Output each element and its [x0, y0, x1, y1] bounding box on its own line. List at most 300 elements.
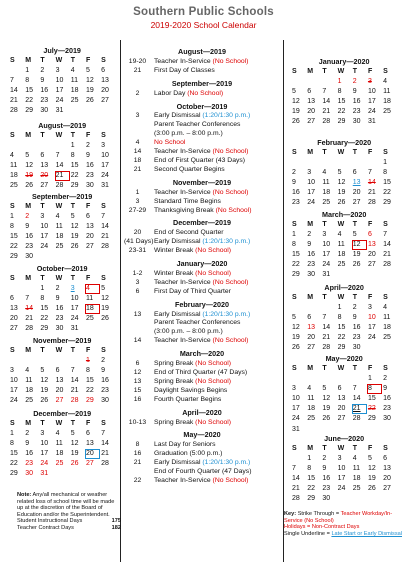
day-cell: 29: [25, 107, 33, 115]
event-tag: (No School): [193, 360, 232, 368]
day-cell: 5: [337, 169, 342, 177]
event-tag: No School: [154, 139, 186, 147]
day-cell: 10: [55, 77, 64, 85]
event-text: Early Dismissal: [154, 310, 201, 318]
day-cell: [321, 158, 336, 168]
day-cell: 1: [367, 375, 372, 383]
weekday-header: S: [292, 294, 297, 301]
day-cell: 20: [307, 334, 315, 342]
day-cell: 15: [292, 251, 300, 259]
weekday-header: F: [85, 203, 91, 210]
weekday-header: S: [383, 365, 388, 372]
day-cell: 11: [55, 440, 63, 448]
day-cell: 3: [40, 213, 45, 221]
month-right-0: [291, 57, 397, 128]
legend-key: [284, 511, 402, 538]
day-cell: 11: [55, 223, 63, 231]
weekday-header: W: [337, 445, 345, 452]
weekday-header: T: [352, 445, 358, 452]
event-date: 8: [135, 441, 140, 449]
month-grid: [291, 220, 397, 281]
event-text: (3:00 p.m. – 8:00 p.m.): [154, 328, 223, 336]
weekday-header: S: [292, 221, 297, 228]
event-row: [124, 477, 280, 486]
event-tag: (1:20/1:30 p.m.): [200, 459, 251, 467]
day-cell: [352, 374, 367, 384]
day-cell: 26: [337, 199, 346, 207]
day-cell: 23: [25, 460, 33, 468]
day-cell: 29: [337, 118, 346, 126]
day-cell: 29: [85, 397, 94, 405]
day-cell: 12: [70, 440, 79, 448]
weekday-header: S: [10, 420, 15, 427]
day-cell: 11: [383, 88, 391, 96]
weekday-header: S: [383, 221, 388, 228]
day-cell: 5: [70, 213, 75, 221]
month-title: August—2019: [38, 121, 87, 130]
day-cell: [39, 252, 54, 262]
weekday-header: M: [307, 294, 314, 301]
day-cell: 14: [352, 395, 361, 403]
day-cell: 18: [25, 387, 33, 395]
day-cell: 28: [292, 495, 300, 503]
day-cell: 10: [70, 295, 79, 303]
event-text: Early Dismissal: [154, 459, 201, 467]
day-cell: 31: [70, 325, 79, 333]
day-cell: 9: [352, 88, 357, 96]
day-cell: 28: [25, 325, 33, 333]
event-text: End of Second Quarter: [154, 229, 224, 237]
day-cell: 25: [10, 182, 18, 190]
day-cell: 5: [292, 314, 296, 322]
event-text: First Day of Third Quarter: [154, 287, 231, 295]
event-text: Spring Break: [154, 360, 194, 368]
day-cell: 23: [322, 485, 331, 493]
day-cell: 1: [40, 285, 45, 293]
event-row: [124, 360, 280, 369]
month-right-4: [291, 354, 397, 435]
day-cell: 8: [10, 440, 14, 448]
day-cell: 10: [292, 395, 300, 403]
weekday-header: W: [55, 275, 63, 282]
day-cell: 15: [25, 87, 33, 95]
key-underline-value: Late Start or Early Dismissal: [331, 531, 403, 538]
day-cell: 9: [383, 385, 388, 393]
day-cell: 1: [70, 142, 75, 150]
day-cell: 31: [101, 182, 109, 190]
month-grid: [291, 293, 397, 354]
day-cell: 10: [337, 465, 346, 473]
day-cell: 11: [352, 465, 361, 473]
event-text: Teacher In-Service: [154, 188, 211, 196]
event-text: Graduation (5:00 p.m.): [154, 450, 223, 458]
day-cell: 21: [292, 485, 300, 493]
day-cell: [55, 469, 70, 479]
weekday-header: W: [337, 294, 345, 301]
day-cell: [24, 356, 39, 366]
weekday-header: F: [85, 275, 91, 282]
day-cell: 4: [383, 304, 388, 312]
weekday-header: M: [307, 68, 314, 75]
day-cell: 7: [322, 88, 327, 96]
event-row: [124, 288, 280, 297]
day-cell: 11: [70, 77, 79, 85]
month-title: December—2019: [33, 409, 92, 418]
day-cell: 20: [367, 251, 376, 259]
day-cell: 25: [383, 334, 391, 342]
day-cell: 11: [322, 179, 330, 187]
day-cell: 15: [337, 324, 346, 332]
day-cell: 7: [101, 430, 106, 438]
day-cell: 14: [10, 87, 18, 95]
weekday-header: T: [322, 445, 327, 452]
day-cell: 19: [70, 233, 79, 241]
key-strike-value: Teacher Workday/In-Service (No School): [284, 511, 393, 524]
event-text: Teacher In-Service: [154, 337, 211, 345]
event-date: 13: [133, 377, 142, 385]
event-row: [124, 270, 280, 279]
day-cell: 10: [367, 88, 376, 96]
day-cell: 4: [337, 231, 342, 239]
day-cell: 12: [40, 377, 49, 385]
day-cell: 15: [40, 305, 49, 313]
day-cell: 27: [307, 118, 315, 126]
day-cell: 6: [85, 430, 90, 438]
day-cell: 4: [322, 169, 327, 177]
event-tag: (No School): [193, 377, 232, 385]
month-title: July—2019: [43, 46, 81, 55]
day-cell: 17: [10, 387, 18, 395]
day-cell: 6: [40, 152, 45, 160]
month-title: November—2019: [32, 336, 92, 345]
event-row: [124, 207, 280, 216]
day-cell: 5: [101, 285, 106, 293]
day-cell: 21: [70, 387, 79, 395]
weekday-header: T: [352, 221, 358, 228]
day-cell: 18: [85, 304, 100, 314]
month-grid: [9, 131, 115, 192]
weekday-header: S: [383, 149, 388, 156]
day-cell: [100, 469, 115, 479]
day-cell: 22: [337, 334, 346, 342]
day-cell: 7: [367, 169, 372, 177]
day-cell: 24: [322, 261, 331, 269]
day-cell: 27: [307, 344, 315, 352]
event-date: 12: [133, 369, 142, 376]
day-cell: 20: [337, 405, 346, 413]
day-cell: 16: [352, 324, 361, 332]
weekday-header: T: [40, 347, 45, 354]
month-left-0: [9, 46, 115, 117]
month-left-4: [9, 336, 115, 407]
weekday-header: S: [10, 132, 15, 139]
day-cell: 7: [70, 367, 75, 375]
day-cell: 25: [307, 415, 315, 423]
day-cell: [382, 117, 397, 127]
weekday-header: W: [55, 203, 63, 210]
event-date: 10-13: [128, 418, 147, 426]
day-cell: 12: [292, 98, 300, 106]
month-left-2: [9, 192, 115, 263]
key-holidays: Holidays = Non-Contract Days: [284, 524, 360, 531]
day-cell: 24: [307, 199, 315, 207]
day-cell: [24, 141, 39, 151]
event-row: [124, 198, 280, 207]
day-cell: 20: [383, 475, 391, 483]
event-date: 6: [135, 360, 140, 368]
event-text: Parent Teacher Conferences: [154, 319, 241, 327]
day-cell: 7: [383, 231, 388, 239]
month-title: June—2020: [324, 434, 365, 443]
day-cell: 16: [322, 475, 331, 483]
event-text: Early Dismissal: [154, 238, 201, 246]
day-cell: 4: [70, 67, 75, 75]
day-cell: 21: [10, 97, 18, 105]
day-cell: 13: [307, 98, 315, 106]
event-month-heading: February—2020: [175, 299, 229, 309]
day-cell: 2: [101, 357, 106, 365]
day-cell: [70, 469, 85, 479]
day-cell: 12: [352, 240, 367, 250]
month-title: September—2019: [31, 192, 93, 201]
day-cell: 24: [101, 172, 109, 180]
day-cell: 4: [25, 367, 30, 375]
weekday-header: M: [25, 203, 32, 210]
event-row: [124, 459, 280, 468]
day-cell: 4: [352, 455, 357, 463]
weekday-header: S: [101, 132, 106, 139]
day-cell: 25: [352, 485, 361, 493]
day-cell: 1: [292, 231, 296, 239]
instructional-days-value: 175: [111, 518, 121, 525]
weekday-header: T: [352, 365, 358, 372]
weekday-header: W: [55, 57, 63, 64]
key-label: Key:: [284, 511, 297, 517]
day-cell: [85, 324, 100, 334]
day-cell: 4: [85, 284, 100, 294]
day-cell: [382, 494, 397, 504]
day-cell: 14: [25, 305, 33, 313]
day-cell: 13: [40, 162, 49, 170]
day-cell: 24: [40, 243, 49, 251]
day-cell: 29: [70, 182, 79, 190]
day-cell: 9: [55, 295, 60, 303]
month-right-2: [291, 210, 397, 281]
event-row: [124, 67, 280, 76]
day-cell: [306, 374, 321, 384]
day-cell: 9: [292, 179, 296, 187]
event-date: 22: [133, 476, 142, 484]
day-cell: 2: [25, 213, 30, 221]
weekday-header: M: [25, 347, 32, 354]
weekday-header: F: [85, 57, 91, 64]
day-cell: [39, 356, 54, 366]
day-cell: 21: [25, 315, 33, 323]
month-right-5: [291, 434, 397, 505]
event-date: 16: [133, 450, 142, 458]
weekday-header: T: [70, 203, 76, 210]
weekday-header: M: [25, 57, 32, 64]
day-cell: [85, 469, 100, 479]
event-text: Parent Teacher Conferences: [154, 121, 241, 129]
day-cell: 8: [337, 88, 342, 96]
day-cell: [337, 158, 352, 168]
event-date: 14: [133, 337, 142, 345]
event-row: [124, 328, 280, 337]
day-cell: 15: [10, 450, 18, 458]
day-cell: 14: [55, 162, 64, 170]
weekday-header: W: [337, 68, 345, 75]
weekday-header: T: [40, 132, 45, 139]
day-cell: 9: [352, 314, 357, 322]
day-cell: 26: [70, 460, 79, 468]
day-cell: 12: [25, 162, 33, 170]
day-cell: 11: [85, 295, 94, 303]
day-cell: 6: [307, 314, 312, 322]
event-row: [124, 319, 280, 328]
day-cell: 18: [10, 172, 18, 180]
event-text: First Day of Classes: [154, 66, 215, 74]
day-cell: 25: [55, 243, 64, 251]
day-cell: 15: [307, 475, 315, 483]
day-cell: [337, 270, 352, 280]
event-tag: (No School): [210, 337, 249, 345]
event-row: [124, 387, 280, 396]
month-grid: [291, 364, 397, 435]
weekday-header: F: [85, 347, 91, 354]
month-grid: [291, 148, 397, 209]
event-text: Teacher In-Service: [154, 57, 211, 65]
day-cell: 17: [292, 405, 300, 413]
month-grid: [9, 56, 115, 117]
weekday-header: F: [367, 294, 373, 301]
event-date: 20: [133, 229, 142, 237]
day-cell: 20: [10, 315, 18, 323]
day-cell: [55, 252, 70, 262]
day-cell: 22: [337, 108, 346, 116]
day-cell: 24: [292, 415, 300, 423]
event-row: [124, 229, 280, 238]
day-cell: 30: [25, 470, 33, 478]
day-cell: 25: [383, 108, 391, 116]
weekday-header: T: [322, 149, 327, 156]
weekday-header: S: [383, 294, 388, 301]
event-row: [124, 148, 280, 157]
event-date: 1: [135, 188, 140, 196]
day-cell: 22: [292, 261, 300, 269]
weekday-header: S: [10, 57, 15, 64]
weekday-header: S: [292, 68, 297, 75]
day-cell: [321, 77, 336, 87]
day-cell: 17: [337, 475, 346, 483]
day-cell: 11: [307, 395, 315, 403]
day-cell: 6: [55, 367, 60, 375]
events-column: [124, 44, 280, 486]
event-date: 19-20: [128, 57, 147, 65]
day-cell: 24: [367, 108, 376, 116]
event-tag: (1:20/1:30 p.m.): [200, 310, 251, 318]
weekday-header: F: [85, 420, 91, 427]
day-cell: 2: [292, 169, 296, 177]
day-cell: 17: [322, 251, 331, 259]
day-cell: 27: [40, 182, 49, 190]
event-text: Spring Break: [154, 418, 194, 426]
day-cell: 17: [40, 233, 49, 241]
day-cell: 8: [383, 169, 388, 177]
day-cell: 20: [85, 449, 100, 459]
weekday-header: S: [101, 203, 106, 210]
day-cell: [291, 303, 306, 313]
day-cell: 19: [40, 387, 49, 395]
day-cell: 5: [25, 152, 30, 160]
event-row: [124, 90, 280, 99]
day-cell: 8: [10, 223, 14, 231]
event-row: [124, 247, 280, 256]
day-cell: 24: [40, 460, 49, 468]
event-row: [124, 157, 280, 166]
day-cell: 31: [367, 118, 376, 126]
event-date: 3: [135, 197, 140, 205]
weekday-header: S: [101, 420, 106, 427]
day-cell: [100, 324, 115, 334]
event-date: (41 Days): [124, 238, 154, 246]
day-cell: 14: [292, 475, 300, 483]
event-tag: (No School): [210, 148, 249, 156]
day-cell: 19: [367, 475, 376, 483]
day-cell: 14: [101, 440, 109, 448]
day-cell: 8: [367, 384, 382, 394]
day-cell: 28: [367, 199, 376, 207]
day-cell: 5: [367, 455, 372, 463]
weekday-header: F: [367, 68, 373, 75]
day-cell: 21: [55, 171, 70, 181]
divider-left: [120, 40, 121, 562]
day-cell: 30: [352, 118, 361, 126]
day-cell: 30: [307, 271, 315, 279]
event-row: [124, 189, 280, 198]
day-cell: 7: [322, 314, 327, 322]
day-cell: 1: [25, 67, 30, 75]
day-cell: 27: [383, 485, 391, 493]
day-cell: [70, 106, 85, 116]
day-cell: [337, 374, 352, 384]
day-cell: 4: [10, 152, 14, 160]
event-tag: (No School): [210, 278, 249, 286]
day-cell: 28: [70, 397, 79, 405]
day-cell: 19: [337, 189, 346, 197]
event-month-heading: September—2019: [171, 78, 233, 88]
weekday-header: M: [307, 149, 314, 156]
weekday-header: W: [337, 221, 345, 228]
event-month-heading: April—2020: [182, 407, 222, 417]
day-cell: 27: [10, 325, 18, 333]
day-cell: 19: [322, 405, 331, 413]
day-cell: 5: [322, 385, 327, 393]
event-row: [124, 468, 280, 477]
day-cell: 19: [25, 172, 33, 180]
weekday-header: S: [292, 365, 297, 372]
day-cell: 27: [85, 243, 94, 251]
event-date: 21: [133, 165, 142, 173]
day-cell: 18: [55, 450, 64, 458]
month-right-1: [291, 138, 397, 209]
day-cell: 7: [55, 152, 60, 160]
day-cell: 28: [101, 460, 109, 468]
day-cell: 9: [101, 367, 106, 375]
weekday-header: S: [292, 149, 297, 156]
month-grid: [9, 202, 115, 263]
day-cell: 25: [85, 315, 94, 323]
